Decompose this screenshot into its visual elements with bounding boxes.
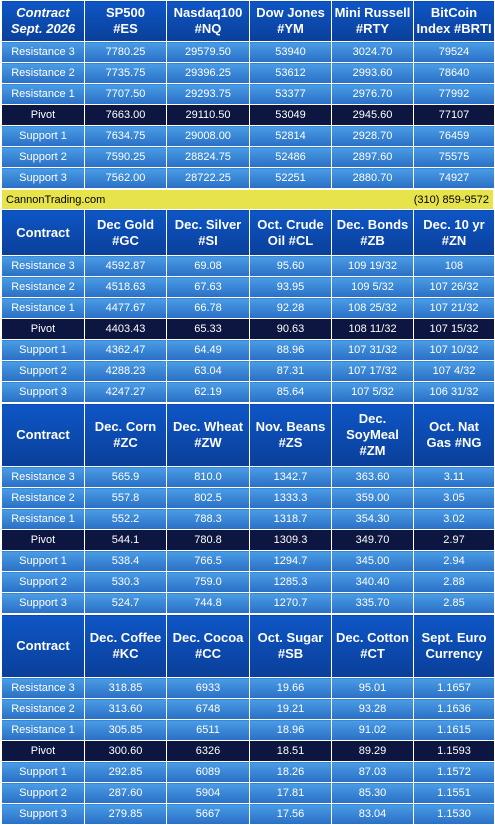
level-label: Support 2 bbox=[2, 361, 85, 382]
column-header: Sept. Euro Currency bbox=[414, 615, 495, 678]
level-value: 29579.50 bbox=[167, 42, 250, 63]
level-label: Resistance 2 bbox=[2, 277, 85, 298]
level-value: 1285.3 bbox=[250, 572, 332, 593]
level-value: 292.85 bbox=[85, 762, 167, 783]
level-value: 29293.75 bbox=[167, 84, 250, 105]
level-value: 7562.00 bbox=[85, 168, 167, 189]
column-header: Dec. Corn #ZC bbox=[85, 404, 167, 467]
level-label: Support 1 bbox=[2, 126, 85, 147]
level-value: 6089 bbox=[167, 762, 250, 783]
level-value: 18.26 bbox=[250, 762, 332, 783]
level-value: 28722.25 bbox=[167, 168, 250, 189]
level-row-support-3 bbox=[2, 593, 495, 614]
level-value: 3.05 bbox=[414, 488, 495, 509]
level-label: Support 1 bbox=[2, 551, 85, 572]
level-value: 108 11/32 bbox=[332, 319, 414, 340]
column-header: Dec. 10 yr #ZN bbox=[414, 210, 495, 256]
level-value: 93.95 bbox=[250, 277, 332, 298]
level-value: 524.7 bbox=[85, 593, 167, 614]
level-label: Support 3 bbox=[2, 168, 85, 189]
level-value: 4362.47 bbox=[85, 340, 167, 361]
level-value: 6511 bbox=[167, 720, 250, 741]
level-value: 6748 bbox=[167, 699, 250, 720]
level-value: 28824.75 bbox=[167, 147, 250, 168]
level-value: 53049 bbox=[250, 105, 332, 126]
level-value: 1.1657 bbox=[414, 678, 495, 699]
level-value: 87.31 bbox=[250, 361, 332, 382]
level-row-resistance-1 bbox=[2, 509, 495, 530]
level-value: 78640 bbox=[414, 63, 495, 84]
level-label: Resistance 1 bbox=[2, 84, 85, 105]
level-row-support-2 bbox=[2, 572, 495, 593]
level-value: 318.85 bbox=[85, 678, 167, 699]
level-label: Support 3 bbox=[2, 804, 85, 825]
level-label: Support 1 bbox=[2, 340, 85, 361]
level-value: 92.28 bbox=[250, 298, 332, 319]
level-value: 7707.50 bbox=[85, 84, 167, 105]
header-row bbox=[2, 404, 495, 467]
level-label: Support 2 bbox=[2, 147, 85, 168]
level-value: 359.00 bbox=[332, 488, 414, 509]
level-label: Pivot bbox=[2, 105, 85, 126]
column-header: Nasdaq100 #NQ bbox=[167, 1, 250, 42]
level-value: 340.40 bbox=[332, 572, 414, 593]
banner-phone: (310) 859-9572 bbox=[413, 193, 489, 206]
level-value: 29396.25 bbox=[167, 63, 250, 84]
level-row-resistance-2 bbox=[2, 699, 495, 720]
header-row bbox=[2, 615, 495, 678]
level-value: 2.85 bbox=[414, 593, 495, 614]
level-value: 349.70 bbox=[332, 530, 414, 551]
level-row-resistance-3 bbox=[2, 678, 495, 699]
column-header: Oct. Nat Gas #NG bbox=[414, 404, 495, 467]
level-label: Support 1 bbox=[2, 762, 85, 783]
level-value: 18.51 bbox=[250, 741, 332, 762]
level-value: 85.30 bbox=[332, 783, 414, 804]
level-value: 77992 bbox=[414, 84, 495, 105]
level-value: 1.1615 bbox=[414, 720, 495, 741]
level-label: Resistance 3 bbox=[2, 678, 85, 699]
level-value: 313.60 bbox=[85, 699, 167, 720]
level-value: 538.4 bbox=[85, 551, 167, 572]
level-value: 53377 bbox=[250, 84, 332, 105]
level-value: 557.8 bbox=[85, 488, 167, 509]
level-row-support-2 bbox=[2, 147, 495, 168]
level-row-resistance-1 bbox=[2, 84, 495, 105]
level-label: Resistance 1 bbox=[2, 509, 85, 530]
level-row-resistance-3 bbox=[2, 467, 495, 488]
level-row-support-2 bbox=[2, 783, 495, 804]
level-value: 744.8 bbox=[167, 593, 250, 614]
column-header: Dec. Cocoa #CC bbox=[167, 615, 250, 678]
level-label: Pivot bbox=[2, 319, 85, 340]
level-value: 2945.60 bbox=[332, 105, 414, 126]
level-value: 109 5/32 bbox=[332, 277, 414, 298]
level-value: 354.30 bbox=[332, 509, 414, 530]
level-value: 63.04 bbox=[167, 361, 250, 382]
header-row bbox=[2, 210, 495, 256]
level-value: 1.1551 bbox=[414, 783, 495, 804]
level-value: 6933 bbox=[167, 678, 250, 699]
level-label: Support 2 bbox=[2, 572, 85, 593]
column-header: BitCoin Index #BRTI bbox=[414, 1, 495, 42]
level-value: 107 17/32 bbox=[332, 361, 414, 382]
level-value: 66.78 bbox=[167, 298, 250, 319]
level-value: 107 4/32 bbox=[414, 361, 495, 382]
level-value: 29110.50 bbox=[167, 105, 250, 126]
level-value: 2928.70 bbox=[332, 126, 414, 147]
level-value: 4477.67 bbox=[85, 298, 167, 319]
level-value: 77107 bbox=[414, 105, 495, 126]
level-value: 106 31/32 bbox=[414, 382, 495, 403]
level-value: 90.63 bbox=[250, 319, 332, 340]
column-header: Oct. Crude Oil #CL bbox=[250, 210, 332, 256]
level-value: 91.02 bbox=[332, 720, 414, 741]
level-value: 107 10/32 bbox=[414, 340, 495, 361]
level-value: 279.85 bbox=[85, 804, 167, 825]
level-value: 1.1530 bbox=[414, 804, 495, 825]
level-value: 810.0 bbox=[167, 467, 250, 488]
level-value: 85.64 bbox=[250, 382, 332, 403]
level-label: Support 2 bbox=[2, 783, 85, 804]
level-value: 1270.7 bbox=[250, 593, 332, 614]
level-value: 107 26/32 bbox=[414, 277, 495, 298]
level-row-resistance-2 bbox=[2, 277, 495, 298]
level-value: 107 5/32 bbox=[332, 382, 414, 403]
level-value: 363.60 bbox=[332, 467, 414, 488]
column-header: Dec. Wheat #ZW bbox=[167, 404, 250, 467]
level-value: 335.70 bbox=[332, 593, 414, 614]
level-row-resistance-2 bbox=[2, 488, 495, 509]
level-row-support-1 bbox=[2, 126, 495, 147]
level-row-support-1 bbox=[2, 340, 495, 361]
column-header: Dec. Coffee #KC bbox=[85, 615, 167, 678]
level-row-resistance-3 bbox=[2, 256, 495, 277]
level-value: 79524 bbox=[414, 42, 495, 63]
level-value: 287.60 bbox=[85, 783, 167, 804]
level-label: Resistance 1 bbox=[2, 298, 85, 319]
level-label: Pivot bbox=[2, 530, 85, 551]
level-label: Support 3 bbox=[2, 382, 85, 403]
banner-bar bbox=[2, 190, 493, 209]
level-value: 83.04 bbox=[332, 804, 414, 825]
levels-table-3 bbox=[1, 403, 495, 614]
level-row-pivot bbox=[2, 319, 495, 340]
level-label: Resistance 3 bbox=[2, 256, 85, 277]
level-label: Resistance 2 bbox=[2, 488, 85, 509]
level-row-resistance-2 bbox=[2, 63, 495, 84]
column-header: Dec. Bonds #ZB bbox=[332, 210, 414, 256]
level-value: 88.96 bbox=[250, 340, 332, 361]
level-value: 108 bbox=[414, 256, 495, 277]
level-value: 1309.3 bbox=[250, 530, 332, 551]
level-row-pivot bbox=[2, 530, 495, 551]
level-value: 5904 bbox=[167, 783, 250, 804]
level-value: 1342.7 bbox=[250, 467, 332, 488]
level-value: 52486 bbox=[250, 147, 332, 168]
level-value: 766.5 bbox=[167, 551, 250, 572]
level-value: 17.81 bbox=[250, 783, 332, 804]
level-value: 780.8 bbox=[167, 530, 250, 551]
level-value: 52251 bbox=[250, 168, 332, 189]
level-value: 3024.70 bbox=[332, 42, 414, 63]
level-value: 109 19/32 bbox=[332, 256, 414, 277]
level-label: Resistance 3 bbox=[2, 42, 85, 63]
level-value: 300.60 bbox=[85, 741, 167, 762]
level-row-support-1 bbox=[2, 762, 495, 783]
level-row-pivot bbox=[2, 105, 495, 126]
level-value: 7780.25 bbox=[85, 42, 167, 63]
level-value: 95.60 bbox=[250, 256, 332, 277]
level-value: 107 31/32 bbox=[332, 340, 414, 361]
level-label: Pivot bbox=[2, 741, 85, 762]
level-value: 93.28 bbox=[332, 699, 414, 720]
column-header: Dec. SoyMeal #ZM bbox=[332, 404, 414, 467]
level-value: 1318.7 bbox=[250, 509, 332, 530]
level-value: 108 25/32 bbox=[332, 298, 414, 319]
level-value: 759.0 bbox=[167, 572, 250, 593]
level-label: Resistance 2 bbox=[2, 63, 85, 84]
level-row-support-3 bbox=[2, 168, 495, 189]
level-value: 2897.60 bbox=[332, 147, 414, 168]
level-value: 345.00 bbox=[332, 551, 414, 572]
level-label: Resistance 3 bbox=[2, 467, 85, 488]
level-value: 53940 bbox=[250, 42, 332, 63]
level-value: 1294.7 bbox=[250, 551, 332, 572]
level-value: 29008.00 bbox=[167, 126, 250, 147]
level-value: 2880.70 bbox=[332, 168, 414, 189]
level-value: 67.63 bbox=[167, 277, 250, 298]
contract-label: Contract Sept. 2026 bbox=[2, 1, 85, 42]
levels-table-4 bbox=[1, 614, 495, 825]
level-value: 2.97 bbox=[414, 530, 495, 551]
level-value: 4247.27 bbox=[85, 382, 167, 403]
contract-label: Contract bbox=[2, 615, 85, 678]
level-value: 19.21 bbox=[250, 699, 332, 720]
level-label: Resistance 2 bbox=[2, 699, 85, 720]
contract-label: Contract bbox=[2, 210, 85, 256]
level-value: 2976.70 bbox=[332, 84, 414, 105]
level-value: 1.1572 bbox=[414, 762, 495, 783]
levels-table-1 bbox=[1, 0, 495, 189]
level-value: 53612 bbox=[250, 63, 332, 84]
level-value: 3.11 bbox=[414, 467, 495, 488]
level-value: 1333.3 bbox=[250, 488, 332, 509]
level-row-support-3 bbox=[2, 804, 495, 825]
level-value: 7663.00 bbox=[85, 105, 167, 126]
level-value: 95.01 bbox=[332, 678, 414, 699]
banner-site: CannonTrading.com bbox=[6, 193, 106, 206]
level-row-pivot bbox=[2, 741, 495, 762]
column-header: Dec. Cotton #CT bbox=[332, 615, 414, 678]
column-header: Mini Russell #RTY bbox=[332, 1, 414, 42]
level-value: 544.1 bbox=[85, 530, 167, 551]
level-value: 4592.87 bbox=[85, 256, 167, 277]
column-header: Oct. Sugar #SB bbox=[250, 615, 332, 678]
contract-label: Contract bbox=[2, 404, 85, 467]
level-row-resistance-3 bbox=[2, 42, 495, 63]
level-value: 6326 bbox=[167, 741, 250, 762]
level-value: 788.3 bbox=[167, 509, 250, 530]
level-value: 69.08 bbox=[167, 256, 250, 277]
level-value: 87.03 bbox=[332, 762, 414, 783]
level-row-support-3 bbox=[2, 382, 495, 403]
level-value: 7735.75 bbox=[85, 63, 167, 84]
level-value: 4288.23 bbox=[85, 361, 167, 382]
level-value: 1.1636 bbox=[414, 699, 495, 720]
level-value: 17.56 bbox=[250, 804, 332, 825]
level-value: 65.33 bbox=[167, 319, 250, 340]
level-value: 89.29 bbox=[332, 741, 414, 762]
level-value: 18.96 bbox=[250, 720, 332, 741]
level-value: 2.88 bbox=[414, 572, 495, 593]
level-value: 4518.63 bbox=[85, 277, 167, 298]
column-header: Dow Jones #YM bbox=[250, 1, 332, 42]
level-value: 76459 bbox=[414, 126, 495, 147]
level-value: 2993.60 bbox=[332, 63, 414, 84]
level-value: 75575 bbox=[414, 147, 495, 168]
level-value: 62.19 bbox=[167, 382, 250, 403]
header-row bbox=[2, 1, 495, 42]
levels-table-2 bbox=[1, 209, 495, 403]
column-header: Dec Gold #GC bbox=[85, 210, 167, 256]
level-value: 52814 bbox=[250, 126, 332, 147]
level-value: 7634.75 bbox=[85, 126, 167, 147]
level-row-resistance-1 bbox=[2, 298, 495, 319]
level-row-support-1 bbox=[2, 551, 495, 572]
column-header: Dec. Silver #SI bbox=[167, 210, 250, 256]
level-value: 802.5 bbox=[167, 488, 250, 509]
level-value: 64.49 bbox=[167, 340, 250, 361]
level-row-resistance-1 bbox=[2, 720, 495, 741]
level-value: 2.94 bbox=[414, 551, 495, 572]
level-label: Resistance 1 bbox=[2, 720, 85, 741]
column-header: Nov. Beans #ZS bbox=[250, 404, 332, 467]
level-value: 107 15/32 bbox=[414, 319, 495, 340]
column-header: SP500 #ES bbox=[85, 1, 167, 42]
level-value: 3.02 bbox=[414, 509, 495, 530]
level-value: 7590.25 bbox=[85, 147, 167, 168]
level-value: 5667 bbox=[167, 804, 250, 825]
level-value: 565.9 bbox=[85, 467, 167, 488]
level-row-support-2 bbox=[2, 361, 495, 382]
level-value: 530.3 bbox=[85, 572, 167, 593]
level-label: Support 3 bbox=[2, 593, 85, 614]
level-value: 305.85 bbox=[85, 720, 167, 741]
level-value: 107 21/32 bbox=[414, 298, 495, 319]
level-value: 552.2 bbox=[85, 509, 167, 530]
level-value: 1.1593 bbox=[414, 741, 495, 762]
level-value: 74927 bbox=[414, 168, 495, 189]
level-value: 19.66 bbox=[250, 678, 332, 699]
level-value: 4403.43 bbox=[85, 319, 167, 340]
